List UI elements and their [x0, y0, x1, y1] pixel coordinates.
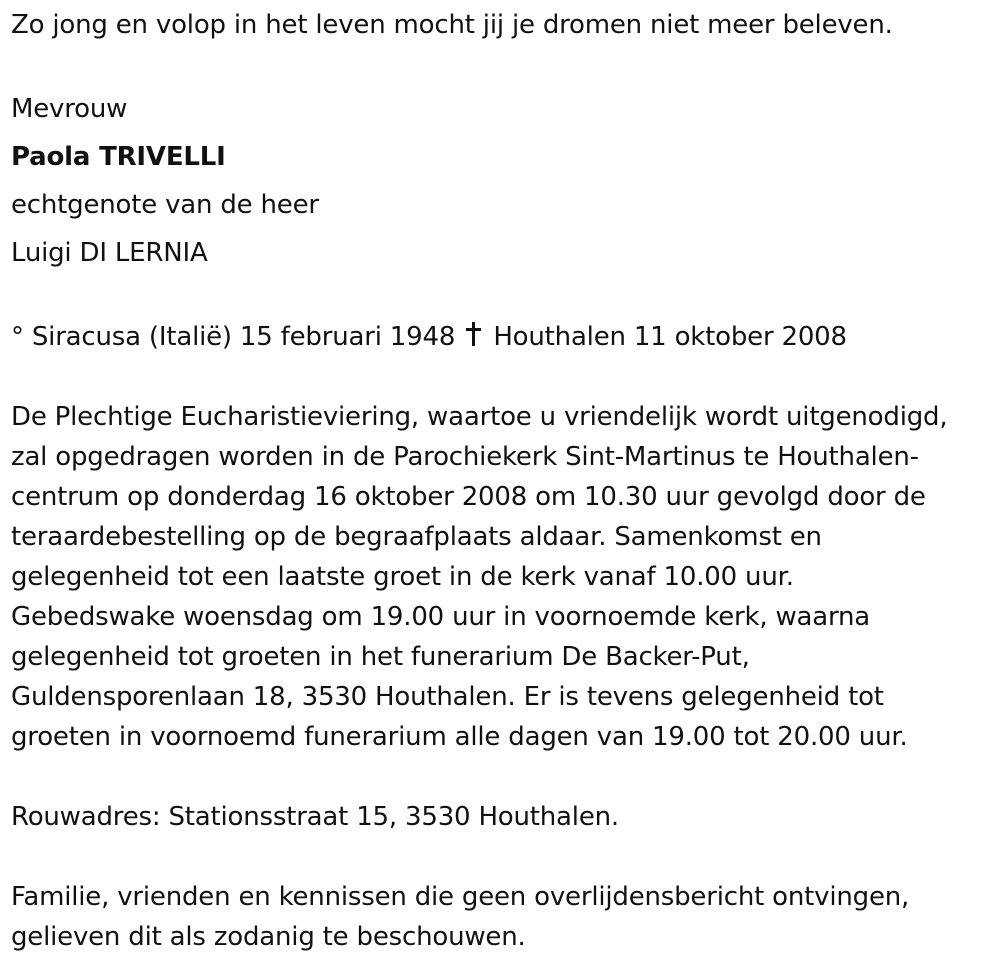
ceremony-line: zal opgedragen worden in de Parochiekerk Sint-Martinus te Houthalen- — [11, 442, 919, 472]
cross-icon — [465, 322, 483, 348]
ceremony-line: groeten in voornoemd funerarium alle dagen van 19.00 tot 20.00 uur. — [11, 722, 908, 752]
ceremony-line: De Plechtige Eucharistieviering, waartoe u vriendelijk wordt uitgenodigd, — [11, 402, 948, 432]
relation: echtgenote van de heer — [11, 190, 319, 220]
death-info: Houthalen 11 oktober 2008 — [493, 322, 847, 352]
spacer — [11, 45, 996, 85]
closing-line: gelieven dit als zodanig te beschouwen. — [11, 922, 526, 952]
life-dates — [11, 317, 996, 357]
ceremony-paragraph — [11, 397, 996, 757]
closing-line: Familie, vrienden en kennissen die geen overlijdensbericht ontvingen, — [11, 882, 910, 912]
obituary-notice — [11, 5, 996, 957]
motto: Zo jong en volop in het leven mocht jij je dromen niet meer beleven. — [11, 10, 893, 40]
spacer — [11, 757, 996, 797]
mourning-address: Rouwadres: Stationsstraat 15, 3530 Houthalen. — [11, 802, 619, 832]
ceremony-line: Gebedswake woensdag om 19.00 uur in voornoemde kerk, waarna — [11, 602, 871, 632]
spacer — [11, 837, 996, 877]
ceremony-line: centrum op donderdag 16 oktober 2008 om 10.30 uur gevolgd door de — [11, 482, 926, 512]
ceremony-line: gelegenheid tot groeten in het funerarium De Backer-Put, — [11, 642, 750, 672]
ceremony-line: gelegenheid tot een laatste groet in de kerk vanaf 10.00 uur. — [11, 562, 794, 592]
spouse-name: Luigi DI LERNIA — [11, 238, 208, 268]
ceremony-line: Guldensporenlaan 18, 3530 Houthalen. Er is tevens gelegenheid tot — [11, 682, 884, 712]
closing-paragraph — [11, 877, 996, 957]
title-prefix: Mevrouw — [11, 94, 128, 124]
deceased-name: Paola TRIVELLI — [11, 142, 226, 172]
spacer — [11, 357, 996, 397]
identity-block — [11, 85, 996, 277]
birth-info: ° Siracusa (Italië) 15 februari 1948 — [11, 322, 456, 352]
spacer — [11, 277, 996, 317]
ceremony-line: teraardebestelling op de begraafplaats aldaar. Samenkomst en — [11, 522, 822, 552]
